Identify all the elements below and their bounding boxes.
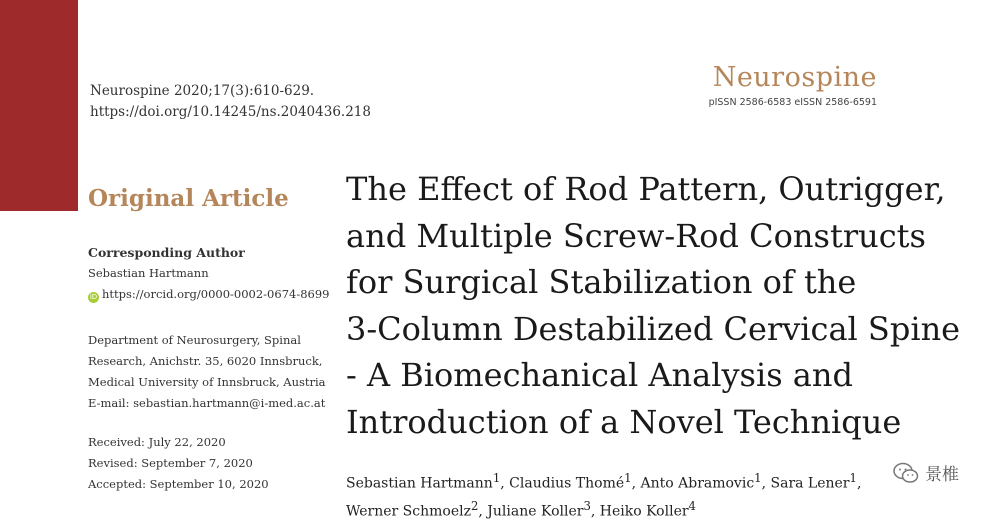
- author-aff: 1: [849, 471, 857, 485]
- title-line: - A Biomechanical Analysis and: [346, 356, 853, 394]
- journal-brand: [709, 62, 877, 108]
- title-line: and Multiple Screw-Rod Constructs: [346, 216, 926, 255]
- affiliation-line: Department of Neurosurgery, Spinal: [88, 333, 301, 347]
- author-list: [346, 467, 861, 522]
- author-aff: 1: [624, 471, 632, 485]
- orcid-icon: iD: [89, 293, 98, 301]
- citation: [90, 81, 371, 123]
- author-aff: 4: [688, 498, 696, 513]
- doi-link[interactable]: https://doi.org/10.14245/ns.2040436.218: [90, 104, 371, 120]
- received-date: Received: July 22, 2020: [88, 435, 226, 449]
- author: Sara Lener: [770, 475, 850, 492]
- corresponding-heading: Corresponding Author: [88, 245, 245, 260]
- article-type: Original Article: [88, 185, 289, 212]
- article-title: [346, 166, 960, 445]
- affiliation: [88, 330, 326, 414]
- wechat-icon: [893, 462, 919, 484]
- author: Sebastian Hartmann: [346, 475, 493, 492]
- dates: [88, 432, 269, 495]
- author: Heiko Koller: [599, 503, 689, 520]
- watermark: [893, 460, 959, 485]
- affiliation-line: Research, Anichstr. 35, 6020 Innsbruck,: [88, 354, 323, 368]
- revised-date: Revised: September 7, 2020: [88, 456, 253, 470]
- affiliation-line: Medical University of Innsbruck, Austria: [88, 375, 326, 389]
- title-line: for Surgical Stabilization of the: [346, 263, 857, 301]
- title-line: The Effect of Rod Pattern, Outrigger,: [346, 170, 946, 208]
- author-aff: 2: [470, 498, 479, 513]
- author-name: Sebastian Hartmann: [88, 266, 209, 280]
- author: Anto Abramovic: [640, 475, 755, 492]
- author-aff: 1: [754, 471, 762, 485]
- accepted-date: Accepted: September 10, 2020: [88, 477, 269, 491]
- author: Claudius Thomé: [509, 475, 625, 492]
- corresponding-author: [88, 242, 329, 305]
- watermark-text: 景椎: [925, 465, 959, 485]
- author-aff: 3: [583, 498, 591, 513]
- author-line: Sebastian Hartmann$^1$, Claudius Thomé$^1$, Anto Abramovic$^1$, Sara Lener$^1$,: [346, 471, 862, 492]
- red-accent-bar: [0, 0, 78, 211]
- journal-citation: Neurospine 2020;17(3):610-629.: [90, 83, 315, 99]
- author: Juliane Koller: [487, 503, 584, 520]
- title-line: Introduction of a Novel Technique: [346, 402, 902, 441]
- author: Werner Schmoelz: [346, 503, 471, 520]
- email[interactable]: E-mail: sebastian.hartmann@i-med.ac.at: [88, 396, 326, 410]
- author-aff: 1: [492, 471, 501, 485]
- author-line: Werner Schmoelz$^2$, Juliane Koller$^3$, Heiko Koller$^4$: [346, 498, 696, 520]
- issn: pISSN 2586-6583 eISSN 2586-6591: [708, 97, 877, 108]
- title-line: 3-Column Destabilized Cervical Spine: [346, 309, 961, 348]
- orcid-link[interactable]: https://orcid.org/0000-0002-0674-8699: [102, 287, 330, 301]
- journal-logo: Neurospine: [712, 62, 877, 93]
- orcid-line: [88, 284, 329, 305]
